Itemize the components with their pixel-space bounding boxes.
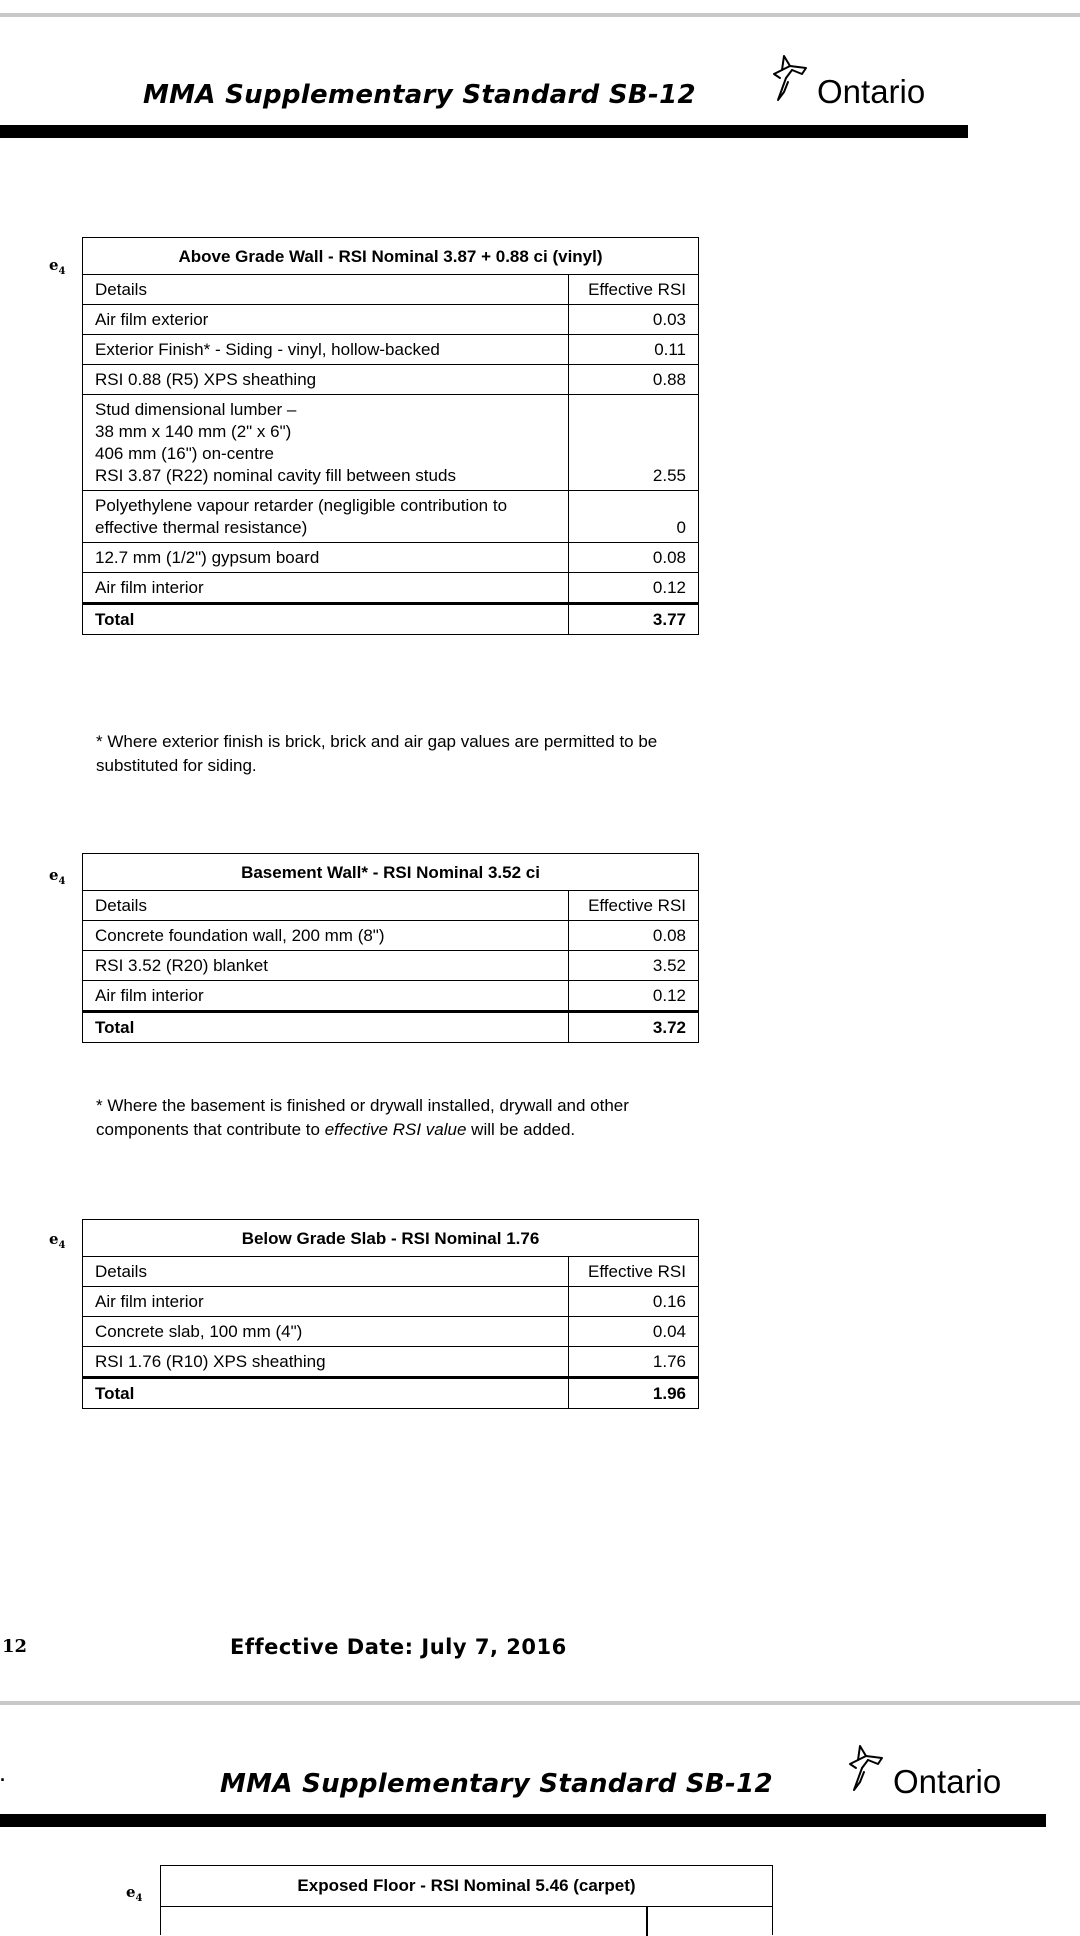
table-row [83,951,699,981]
detail-cell: 12.7 mm (1/2") gypsum board [83,543,569,573]
effective-rsi-cell: 3.52 [569,951,699,981]
note-text: will be added. [466,1120,576,1139]
effective-rsi-cell: 0.16 [569,1287,699,1317]
table-header-row [83,275,699,305]
detail-cell: Stud dimensional lumber – 38 mm x 140 mm (2" x 6") 406 mm (16") on-centre RSI 3.87 (R22) nominal cavity fill between studs [83,395,569,491]
column-header-effective-rsi: Effective RSI [569,275,699,305]
basement-wall-table [82,853,699,1043]
total-value: 3.72 [569,1012,699,1043]
column-header-effective-rsi: Effective RSI [569,1257,699,1287]
basement-wall-note [96,1094,696,1142]
effective-rsi-cell: 0.12 [569,981,699,1012]
effective-rsi-cell: 0.11 [569,335,699,365]
column-header-effective-rsi: Effective RSI [569,891,699,921]
table-header-row [83,891,699,921]
table-row [83,1317,699,1347]
standard-title: MMA Supplementary Standard SB-12 [220,1769,773,1799]
standard-title: MMA Supplementary Standard SB-12 [143,80,696,110]
note-text: * Where the basement is finished or drywall installed, drywall and other components that contribute to [96,1096,629,1139]
detail-cell: Concrete foundation wall, 200 mm (8") [83,921,569,951]
page-top-rule [0,13,1080,17]
table-marker: $e_4$ [49,866,66,887]
table-marker: $e_4$ [49,256,66,277]
detail-cell: Exterior Finish* - Siding - vinyl, hollow-backed [83,335,569,365]
total-row [83,604,699,635]
table-marker: $e_4$ [49,1230,66,1251]
table-title: Below Grade Slab - RSI Nominal 1.76 [83,1220,699,1257]
effective-rsi-cell: 0.04 [569,1317,699,1347]
total-label: Total [83,1012,569,1043]
total-row [83,1012,699,1043]
table-row [83,365,699,395]
ontario-wordmark: Ontario [893,1763,1002,1800]
total-label: Total [83,1378,569,1409]
above-grade-wall-table [82,237,699,635]
header-bar [0,125,968,138]
detail-cell: RSI 3.52 (R20) blanket [83,951,569,981]
effective-rsi-cell: 0 [569,491,699,543]
column-header-details: Details [83,1257,569,1287]
page-separator-rule [0,1701,1080,1705]
table-row [83,981,699,1012]
table-title: Exposed Floor - RSI Nominal 5.46 (carpet) [161,1866,772,1907]
effective-rsi-cell: 2.55 [569,395,699,491]
ontario-logo [848,1742,1001,1798]
note-emphasis: effective RSI value [324,1120,467,1139]
effective-rsi-cell: 0.12 [569,573,699,604]
table-header-row [83,1257,699,1287]
total-value: 3.77 [569,604,699,635]
effective-date: Effective Date: July 7, 2016 [230,1635,567,1659]
page-number: 12 [2,1636,28,1657]
effective-rsi-cell: 1.76 [569,1347,699,1378]
exposed-floor-table [160,1865,773,1935]
total-value: 1.96 [569,1378,699,1409]
effective-rsi-cell: 0.03 [569,305,699,335]
detail-cell: Air film interior [83,573,569,604]
column-header-details: Details [83,275,569,305]
detail-cell: Air film interior [83,981,569,1012]
detail-cell: RSI 1.76 (R10) XPS sheathing [83,1347,569,1378]
detail-cell: Air film exterior [83,305,569,335]
table-marker: $e_4$ [126,1883,143,1904]
table-row [83,335,699,365]
ontario-wordmark: Ontario [817,73,926,110]
table-row [83,1287,699,1317]
header-bar [0,1814,1046,1827]
effective-rsi-cell: 0.08 [569,543,699,573]
trillium-icon [848,1742,892,1798]
total-label: Total [83,604,569,635]
detail-cell: Air film interior [83,1287,569,1317]
table-row [83,573,699,604]
effective-rsi-cell: 0.88 [569,365,699,395]
ontario-logo [772,52,925,108]
above-grade-wall-note: * Where exterior finish is brick, brick and air gap values are permitted to be substituted for siding. [96,732,658,775]
margin-dot: · [0,1770,6,1790]
detail-cell: Polyethylene vapour retarder (negligible contribution to effective thermal resistance) [83,491,569,543]
detail-cell: Concrete slab, 100 mm (4") [83,1317,569,1347]
table-row [83,921,699,951]
table-row [83,305,699,335]
trillium-icon [772,52,816,108]
column-header-details: Details [83,891,569,921]
table-row [83,395,699,491]
effective-rsi-cell: 0.08 [569,921,699,951]
table-row [83,543,699,573]
table-title: Above Grade Wall - RSI Nominal 3.87 + 0.88 ci (vinyl) [83,238,699,275]
total-row [83,1378,699,1409]
table-row [83,491,699,543]
below-grade-slab-table [82,1219,699,1409]
detail-cell: RSI 0.88 (R5) XPS sheathing [83,365,569,395]
column-divider [646,1906,648,1936]
table-row [83,1347,699,1378]
table-title: Basement Wall* - RSI Nominal 3.52 ci [83,854,699,891]
